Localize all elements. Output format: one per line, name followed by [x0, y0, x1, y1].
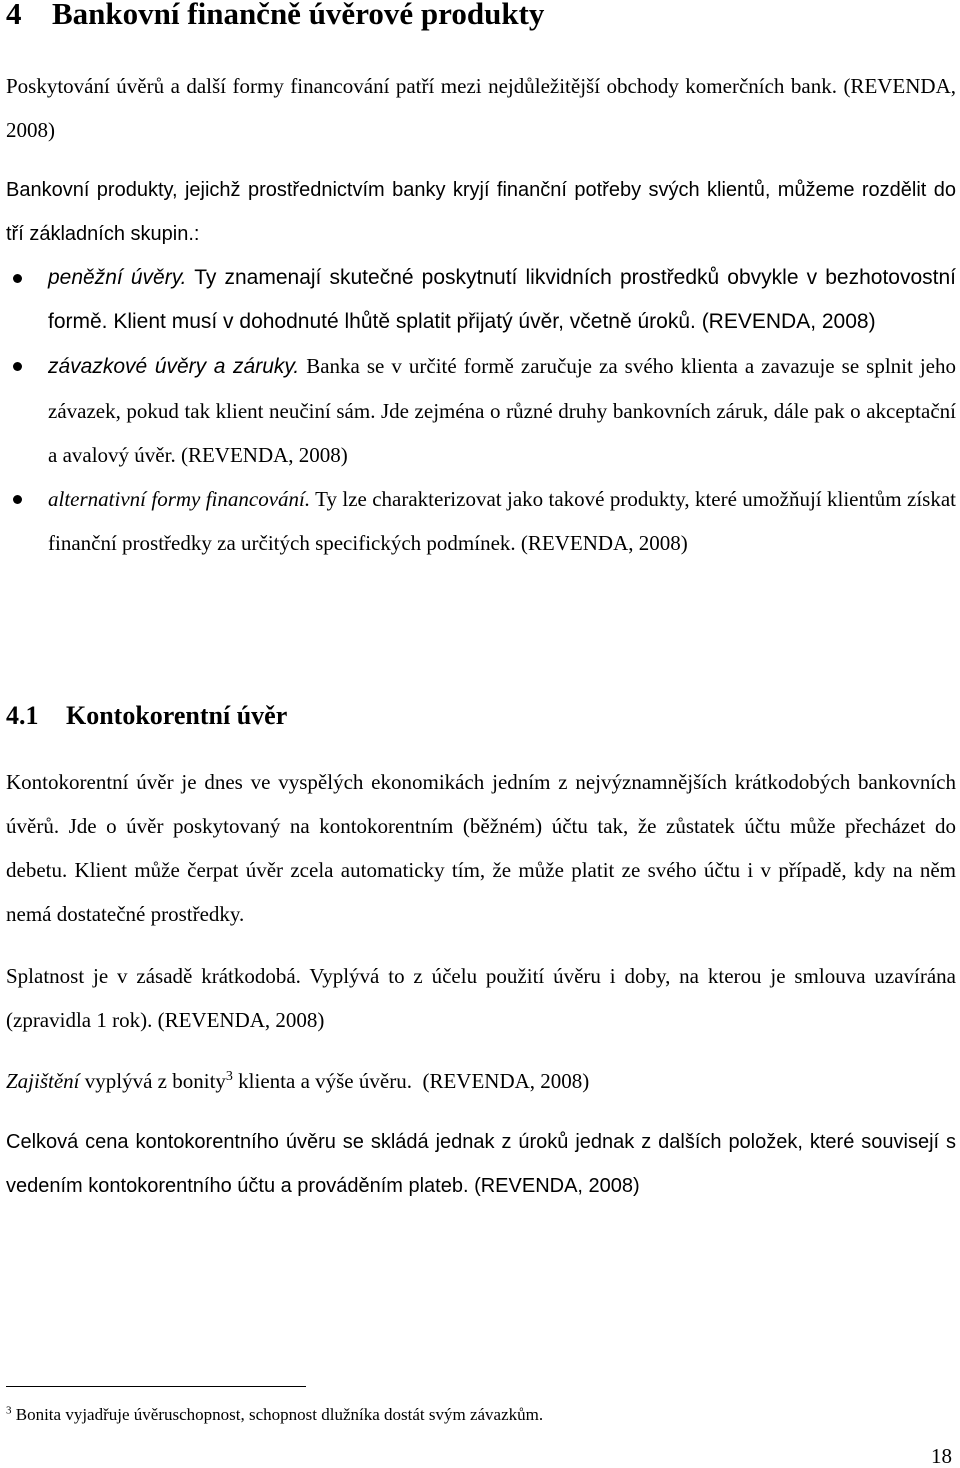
security-text: vyplývá z bonity: [84, 1069, 226, 1093]
list-item-text: Ty znamenají skutečné poskytnutí likvidních prostředků obvykle v bezhotovostní formě. Klient musí v dohodnuté lhůtě splatit přijatý úvěr, včetně úroků.: [48, 266, 956, 333]
groups-intro-paragraph: Bankovní produkty, jejichž prostřednictvím banky kryjí finanční potřeby svých klientů, můžeme rozdělit do tří základních skupin.:: [6, 179, 956, 245]
security-text-end: klienta a výše úvěru.: [238, 1069, 412, 1093]
footnote: [6, 1403, 543, 1427]
list-item: [0, 344, 956, 477]
page-number: 18: [931, 1444, 952, 1468]
chapter-number: 4: [6, 0, 22, 31]
paragraph-security: [6, 1059, 956, 1103]
intro-citation: (REVENDA, 2008): [6, 74, 957, 142]
chapter-heading: [6, 0, 544, 36]
list-item: [0, 477, 956, 565]
list-item-citation: (REVENDA, 2008): [520, 531, 688, 555]
section-number: 4.1: [6, 701, 39, 730]
security-term: Zajištění: [6, 1069, 80, 1093]
bullet-icon: [13, 495, 22, 504]
paragraph-price: Celková cena kontokorentního úvěru se skládá jednak z úroků jednak z dalších položek, které souvisejí s vedením kontokorentního účtu a prováděním plateb. (REVENDA, 2008): [6, 1131, 956, 1197]
security-citation: (REVENDA, 2008): [422, 1069, 590, 1093]
paragraph-definition: Kontokorentní úvěr je dnes ve vyspělých ekonomikách jedním z nejvýznamnějších krátkodobých bankovních úvěrů. Jde o úvěr poskytovaný na kontokorentním (běžném) účtu tak, že zůstatek účtu může přecházet do debetu. Klient může čerpat úvěr zcela automaticky tím, že může platit ze svého účtu i v případě, kdy na něm nemá dostatečné prostředky.: [6, 770, 956, 926]
section-heading: [6, 694, 287, 738]
list-item-text: Ty lze charakterizovat jako takové produkty, které umožňují klientům získat finanční prostředky za určitých specifických podmínek.: [48, 487, 956, 555]
bullet-icon: [13, 362, 22, 371]
list-item-citation: (REVENDA, 2008): [701, 310, 876, 333]
intro-text: Poskytování úvěrů a další formy financování patří mezi nejdůležitější obchody komerčních bank.: [6, 74, 837, 98]
list-item: [0, 256, 956, 344]
list-item-citation: (REVENDA, 2008): [180, 443, 348, 467]
footnote-reference[interactable]: 3: [225, 1069, 233, 1084]
paragraph-maturity: Splatnost je v zásadě krátkodobá. Vyplývá to z účelu použití úvěru i doby, na kterou je smlouva uzavírána (zpravidla 1 rok). (REVENDA, 2008): [6, 964, 956, 1032]
list-item-term: závazkové úvěry a záruky.: [48, 355, 300, 378]
list-item-term: peněžní úvěry.: [48, 266, 187, 289]
footnote-text: Bonita vyjadřuje úvěruschopnost, schopnost dlužníka dostát svým závazkům.: [15, 1405, 544, 1424]
chapter-title: Bankovní finančně úvěrové produkty: [52, 0, 545, 31]
bullet-icon: [13, 274, 22, 283]
footnote-number: 3: [6, 1404, 12, 1417]
list-item-term: alternativní formy financování.: [48, 487, 311, 511]
product-groups-list: [0, 256, 960, 565]
list-item-text: Banka se v určité formě zaručuje za svého klienta a zavazuje se splnit jeho závazek, pokud tak klient neučiní sám. Jde zejména o různé druhy bankovních záruk, dále pak o akceptační a avalový úvěr.: [48, 354, 957, 467]
footnote-separator: [6, 1386, 306, 1387]
intro-paragraph: [6, 64, 956, 152]
section-title: Kontokorentní úvěr: [66, 701, 288, 730]
